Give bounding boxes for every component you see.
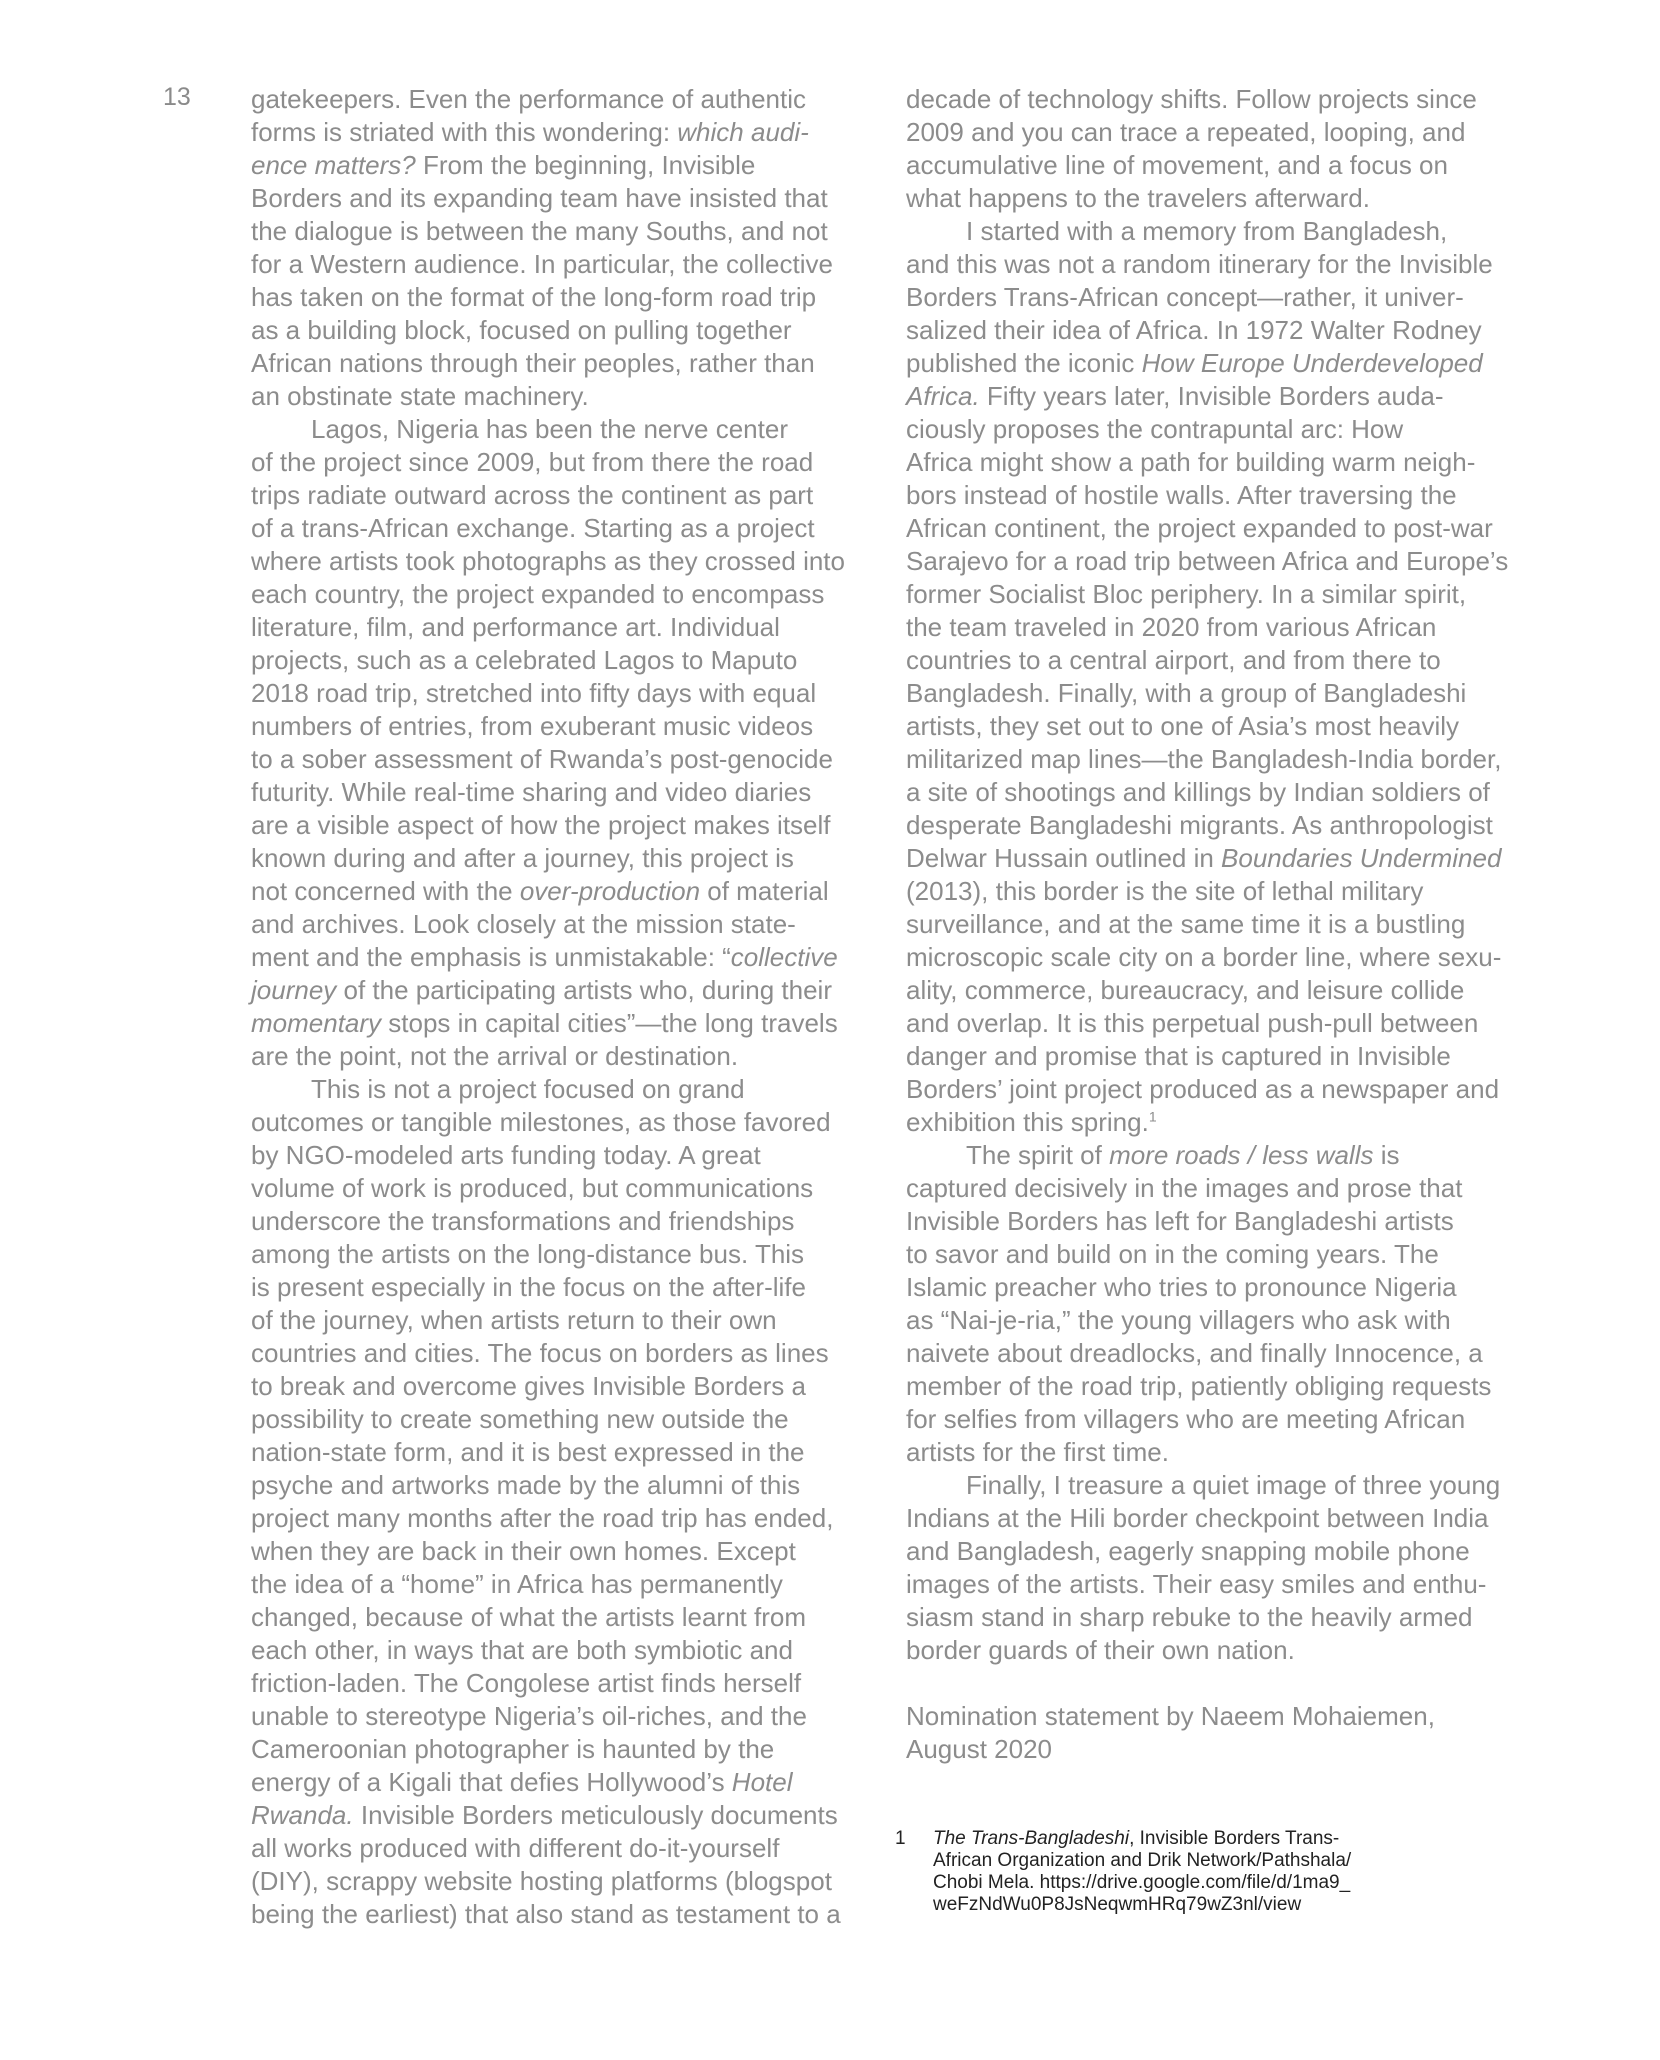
text-line: Delwar Hussain outlined in Boundaries Undermined: [906, 843, 1502, 873]
text-line: a site of shootings and killings by Indian soldiers of: [906, 777, 1490, 807]
text-line: naivete about dreadlocks, and finally Innocence, a: [906, 1338, 1483, 1368]
text-line: of the project since 2009, but from there the road: [251, 447, 814, 477]
text-line: African nations through their peoples, rather than: [251, 348, 815, 378]
text-line: border guards of their own nation.: [906, 1635, 1295, 1665]
text-line: 2009 and you can trace a repeated, looping, and: [906, 117, 1466, 147]
text-line: of a trans-African exchange. Starting as a project: [251, 513, 815, 543]
text-line: project many months after the road trip has ended,: [251, 1503, 834, 1533]
footnote-line: African Organization and Drik Network/Pathshala/: [933, 1850, 1352, 1871]
text-line: Africa. Fifty years later, Invisible Borders auda-: [906, 381, 1444, 411]
text-line: salized their idea of Africa. In 1972 Walter Rodney: [906, 315, 1482, 345]
text-line: for selfies from villagers who are meeting African: [906, 1404, 1466, 1434]
text-line: literature, film, and performance art. Individual: [251, 612, 780, 642]
text-line: ment and the emphasis is unmistakable: “collective: [251, 942, 838, 972]
text-line: an obstinate state machinery.: [251, 381, 589, 411]
text-line: friction-laden. The Congolese artist finds herself: [251, 1668, 802, 1698]
text-line: 2018 road trip, stretched into fifty days with equal: [251, 678, 817, 708]
text-line: siasm stand in sharp rebuke to the heavily armed: [906, 1602, 1473, 1632]
text-line: by NGO-modeled arts funding today. A great: [251, 1140, 761, 1170]
text-line: for a Western audience. In particular, the collective: [251, 249, 833, 279]
text-line: militarized map lines—the Bangladesh-India border,: [906, 744, 1502, 774]
text-line: and overlap. It is this perpetual push-pull between: [906, 1008, 1479, 1038]
text-line: exhibition this spring.$^1$: [906, 1107, 1157, 1137]
text-line: desperate Bangladeshi migrants. As anthropologist: [906, 810, 1493, 840]
text-line: as a building block, focused on pulling together: [251, 315, 792, 345]
text-line: is present especially in the focus on the after-life: [251, 1272, 806, 1302]
text-line: Borders’ joint project produced as a newspaper and: [906, 1074, 1500, 1104]
text-line: August 2020: [906, 1734, 1053, 1764]
text-line: published the iconic How Europe Underdeveloped: [906, 348, 1483, 378]
text-line: ciously proposes the contrapuntal arc: How: [906, 414, 1404, 444]
text-line: among the artists on the long-distance bus. This: [251, 1239, 805, 1269]
text-line: Nomination statement by Naeem Mohaiemen,: [906, 1701, 1435, 1731]
footnote-number: 1: [895, 1828, 906, 1849]
text-line: former Socialist Bloc periphery. In a similar spirit,: [906, 579, 1467, 609]
text-line: This is not a project focused on grand: [311, 1074, 745, 1104]
text-line: and Bangladesh, eagerly snapping mobile phone: [906, 1536, 1470, 1566]
text-line: The spirit of more roads / less walls is: [966, 1140, 1400, 1170]
text-line: forms is striated with this wondering: which audi-: [251, 117, 809, 147]
text-line: momentary stops in capital cities”—the long travels: [251, 1008, 838, 1038]
text-line: the team traveled in 2020 from various African: [906, 612, 1437, 642]
text-line: projects, such as a celebrated Lagos to Maputo: [251, 645, 798, 675]
footnote-line: Chobi Mela. https://drive.google.com/file/d/1ma9_: [933, 1872, 1351, 1893]
text-line: energy of a Kigali that defies Hollywood’s Hotel: [251, 1767, 793, 1797]
text-line: Rwanda. Invisible Borders meticulously documents: [251, 1800, 838, 1830]
text-line: [906, 1667, 1540, 1700]
text-line: not concerned with the over-production of material: [251, 876, 829, 906]
text-line: Borders Trans-African concept—rather, it univer-: [906, 282, 1464, 312]
text-line: accumulative line of movement, and a focus on: [906, 150, 1448, 180]
text-line: Islamic preacher who tries to pronounce Nigeria: [906, 1272, 1457, 1302]
footnote: [895, 1828, 1455, 1916]
text-line: Borders and its expanding team have insisted that: [251, 183, 828, 213]
text-line: Invisible Borders has left for Bangladeshi artists: [906, 1206, 1454, 1236]
text-line: psyche and artworks made by the alumni of this: [251, 1470, 801, 1500]
text-line: volume of work is produced, but communications: [251, 1173, 814, 1203]
text-line: known during and after a journey, this project is: [251, 843, 794, 873]
text-line: bors instead of hostile walls. After traversing the: [906, 480, 1457, 510]
text-line: are a visible aspect of how the project makes itself: [251, 810, 831, 840]
text-line: and this was not a random itinerary for the Invisible: [906, 249, 1493, 279]
text-line: each other, in ways that are both symbiotic and: [251, 1635, 793, 1665]
text-line: African continent, the project expanded to post-war: [906, 513, 1493, 543]
footnote-text: [933, 1828, 1455, 1916]
left-column: [251, 83, 891, 1931]
text-line: when they are back in their own homes. Except: [251, 1536, 796, 1566]
footnote-line: The Trans-Bangladeshi, Invisible Borders Trans-: [933, 1828, 1340, 1849]
text-line: of the journey, when artists return to their own: [251, 1305, 777, 1335]
text-line: (DIY), scrappy website hosting platforms (blogspot: [251, 1866, 832, 1896]
text-line: each country, the project expanded to encompass: [251, 579, 825, 609]
text-line: Africa might show a path for building warm neigh-: [906, 447, 1476, 477]
text-line: possibility to create something new outside the: [251, 1404, 789, 1434]
text-line: Lagos, Nigeria has been the nerve center: [311, 414, 788, 444]
text-line: ence matters? From the beginning, Invisible: [251, 150, 756, 180]
text-line: danger and promise that is captured in Invisible: [906, 1041, 1451, 1071]
text-line: underscore the transformations and friendships: [251, 1206, 795, 1236]
text-line: outcomes or tangible milestones, as those favored: [251, 1107, 831, 1137]
text-line: surveillance, and at the same time it is a bustling: [906, 909, 1466, 939]
text-line: images of the artists. Their easy smiles and enthu-: [906, 1569, 1487, 1599]
text-line: journey of the participating artists who, during their: [251, 975, 832, 1005]
text-line: Bangladesh. Finally, with a group of Bangladeshi: [906, 678, 1467, 708]
text-line: gatekeepers. Even the performance of authentic: [251, 84, 807, 114]
text-line: numbers of entries, from exuberant music videos: [251, 711, 814, 741]
text-line: the idea of a “home” in Africa has permanently: [251, 1569, 783, 1599]
text-line: countries and cities. The focus on borders as lines: [251, 1338, 829, 1368]
text-line: ality, commerce, bureaucracy, and leisure collide: [906, 975, 1465, 1005]
text-line: member of the road trip, patiently obliging requests: [906, 1371, 1492, 1401]
text-line: Finally, I treasure a quiet image of three young: [966, 1470, 1501, 1500]
text-line: where artists took photographs as they crossed into: [251, 546, 845, 576]
text-line: artists for the first time.: [906, 1437, 1169, 1467]
right-column: [906, 83, 1540, 1766]
text-line: futurity. While real-time sharing and video diaries: [251, 777, 812, 807]
page-number: 13: [163, 83, 191, 111]
text-line: I started with a memory from Bangladesh,: [966, 216, 1448, 246]
text-line: the dialogue is between the many Souths, and not: [251, 216, 828, 246]
text-line: trips radiate outward across the continent as part: [251, 480, 814, 510]
text-line: changed, because of what the artists learnt from: [251, 1602, 806, 1632]
text-line: countries to a central airport, and from there to: [906, 645, 1441, 675]
text-line: all works produced with different do-it-yourself: [251, 1833, 780, 1863]
text-line: to a sober assessment of Rwanda’s post-genocide: [251, 744, 833, 774]
text-line: has taken on the format of the long-form road trip: [251, 282, 817, 312]
text-line: to break and overcome gives Invisible Borders a: [251, 1371, 806, 1401]
text-line: decade of technology shifts. Follow projects since: [906, 84, 1477, 114]
text-line: artists, they set out to one of Asia’s most heavily: [906, 711, 1460, 741]
text-line: Sarajevo for a road trip between Africa and Europe’s: [906, 546, 1509, 576]
text-line: to savor and build on in the coming years. The: [906, 1239, 1439, 1269]
text-line: Indians at the Hili border checkpoint between India: [906, 1503, 1489, 1533]
text-line: (2013), this border is the site of lethal military: [906, 876, 1424, 906]
text-line: Cameroonian photographer is haunted by the: [251, 1734, 775, 1764]
text-line: unable to stereotype Nigeria’s oil-riches, and the: [251, 1701, 807, 1731]
text-line: captured decisively in the images and prose that: [906, 1173, 1463, 1203]
text-line: as “Nai-je-ria,” the young villagers who ask with: [906, 1305, 1451, 1335]
text-line: what happens to the travelers afterward.: [906, 183, 1370, 213]
text-line: microscopic scale city on a border line, where sexu-: [906, 942, 1502, 972]
text-line: and archives. Look closely at the mission state-: [251, 909, 796, 939]
text-line: nation-state form, and it is best expressed in the: [251, 1437, 805, 1467]
text-line: being the earliest) that also stand as testament to a: [251, 1899, 841, 1929]
text-line: are the point, not the arrival or destination.: [251, 1041, 739, 1071]
footnote-line: weFzNdWu0P8JsNeqwmHRq79wZ3nl/view: [933, 1894, 1302, 1915]
